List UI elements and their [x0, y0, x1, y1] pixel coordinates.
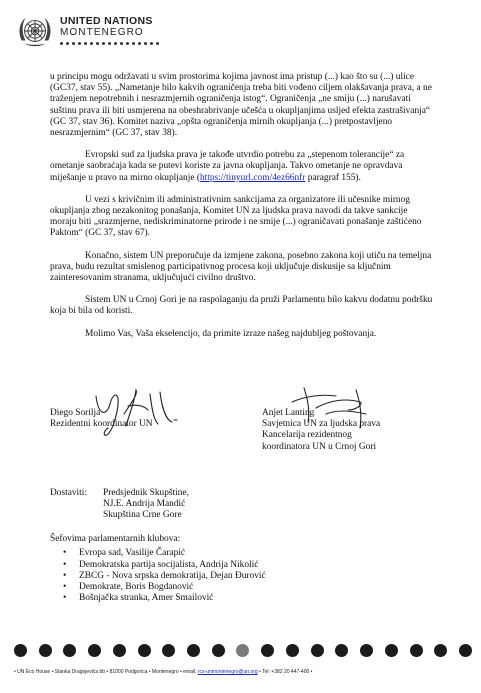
paragraph-4: Konačno, sistem UN preporučuje da izmjene zakona, posebno zakona koji utiču na temeljna prava, budu rezultat smislenog participativnog procesa koji uključuje diskusije sa ključnim zainteresovanim stranama, uključujući civilno društvo. [50, 250, 432, 284]
signatory-right-name: Anjet Lanting [262, 408, 315, 418]
footer-phone: • Tel: +382 20 447-400 • [257, 669, 313, 675]
distribution-line-2: NJ.E. Andrija Mandić [103, 499, 186, 510]
org-country: MONTENEGRO [60, 27, 144, 38]
clubs-block [50, 534, 440, 605]
footer-email-link[interactable]: rcs-unmontenegro@un.org [197, 669, 258, 675]
letterhead [16, 10, 186, 58]
distribution-line-3: Skupština Crne Gore [103, 510, 182, 521]
signatory-right [262, 408, 380, 453]
list-item: • Evropa sad, Vasilije Čarapić [50, 548, 440, 559]
distribution-line-1: Predsjednik Skupštine, [103, 488, 189, 498]
paragraph-5: Sistem UN u Crnoj Gori je na raspolaganju da pruži Parlamentu bilo kakvu dodatnu podršku koja bi bila od koristi. [50, 295, 433, 317]
paragraph-2-text: Evropski sud za ljudska prava je takođe utvrdio potrebu za „stepenom tolerancije“ za ometanje saobraćaja kada se putevi koriste za javna okupljanja. Takvo ometanje ne opravdava miješanje u pravo na mirno okupljanje ( [50, 150, 405, 183]
letterhead-dots [60, 42, 159, 45]
distribution-label: Dostaviti: [50, 488, 87, 498]
letter-body [50, 72, 434, 351]
paragraph-1: u principu mogu održavati u svim prostorima kojima javnost ima pristup (...) kao što su (...) ulice (GC37, stav 55). „Nametanje bilo kakvih ograničenja treba biti vođeno ciljem olakšavanja prava, a ne traženjem nepotrebnih i nesrazmjernih ograničenja istog“. Ograničenja „ne smiju (...) narušavati suštinu prava ili biti usmjerena na obeshrabrivanje učešća u okupljanjima usljed efekta zastrašivanja“ (GC 37, stav 36). Komitet naziva „opšta ograničenja mirnih okupljanja (...) pretpostavljeno nesrazmjernim“ (GC 37, stav 38). [50, 72, 432, 139]
distribution-block [50, 488, 440, 522]
org-name: UNITED NATIONS [60, 15, 153, 27]
clubs-list [50, 548, 440, 604]
signatory-left [50, 408, 153, 430]
clubs-heading: Šefovima parlamentarnih klubova: [50, 534, 181, 544]
signatory-left-title: Rezidentni koordinator UN [50, 419, 153, 430]
signature-block [50, 386, 434, 466]
list-item: • Demokratska partija socijalista, Andrija Nikolić [50, 560, 440, 571]
paragraph-2-tail: paragraf 155). [305, 172, 361, 183]
signatory-right-title-2: Kancelarija rezidentnog [262, 430, 352, 441]
list-item: • Demokrate, Boris Bogdanović [50, 582, 440, 593]
footer-address [14, 669, 474, 675]
signatory-right-title-1: Savjetnica UN za ljudska prava [262, 419, 381, 430]
paragraph-2 [50, 150, 434, 184]
paragraph-3: U vezi s krivičnim ili administrativnim sankcijama za organizatore ili učesnike mirnog okupljanja zbog nezakonitog ponašanja, Komitet UN za ljudska prava navodi da takve sankcije moraju biti „srazmjerne, nediskriminatorne prirode i ne smije (...) ograničavati ponašanje zaštićeno Paktom“ (GC 37, stav 67). [50, 194, 422, 239]
paragraph-6: Molimo Vas, Vaša ekselencijo, da primite izraze našeg najdubljeg poštovanja. [85, 328, 377, 339]
tinyurl-link[interactable]: https://tinyurl.com/4ez66nfr [199, 172, 306, 183]
footer-dots [14, 643, 472, 657]
un-emblem-icon [16, 12, 54, 50]
signatory-right-title-3: koordinatora UN u Crnoj Gori [262, 441, 377, 452]
list-item: • Bošnjačka stranka, Amer Smailović [50, 593, 440, 604]
list-item: • ZBCG - Nova srpska demokratija, Dejan Đurović [50, 571, 440, 582]
footer-address-text: • UN Eco House • Stanka Dragojevića bb • 81000 Podgorica • Montenegro • email: [14, 669, 198, 675]
signatory-left-name: Diego Sorilja [50, 408, 101, 418]
